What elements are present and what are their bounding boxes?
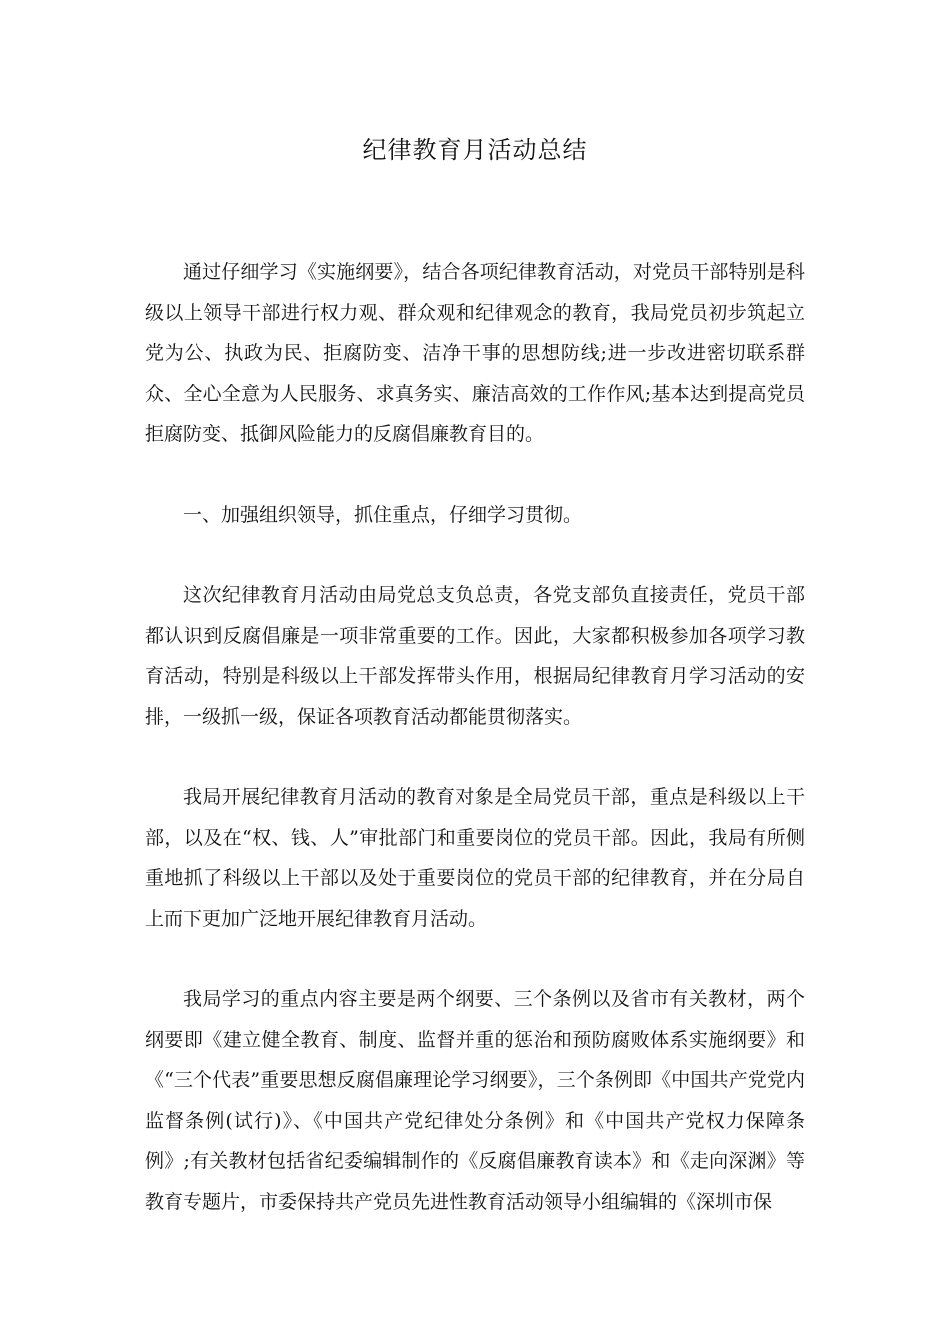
document-body (145, 252, 805, 1262)
document-title: 纪律教育月活动总结 (362, 136, 588, 164)
section-heading-1: 一、加强组织领导，抓住重点，仔细学习贯彻。 (183, 503, 583, 526)
paragraph-intro: 通过仔细学习《实施纲要》，结合各项纪律教育活动，对党员干部特别是科级以上领导干部进行权力观、群众观和纪律观念的教育，我局党员初步筑起立党为公、执政为民、拒腐防变、洁净干事的思想防线;进一步改进密切联系群众、全心全意为人民服务、求真务实、廉洁高效的工作作风;基本达到提高党员拒腐防变、抵御风险能力的反腐倡廉教育目的。 (145, 261, 805, 445)
paragraph-targets: 我局开展纪律教育月活动的教育对象是全局党员干部，重点是科级以上干部，以及在“权、钱、人”审批部门和重要岗位的党员干部。因此，我局有所侧重地抓了科级以上干部以及处于重要岗位的党员干部的纪律教育，并在分局自上而下更加广泛地开展纪律教育月活动。 (145, 786, 805, 930)
paragraph-study-content: 我局学习的重点内容主要是两个纲要、三个条例以及省市有关教材，两个纲要即《建立健全教育、制度、监督并重的惩治和预防腐败体系实施纲要》和《“三个代表”重要思想反腐倡廉理论学习纲要》，三个条例即《中国共产党党内监督条例(试行)》、《中国共产党纪律处分条例》和《中国共产党权力保障条例》;有关教材包括省纪委编辑制作的《反腐倡廉教育读本》和《走向深渊》等教育专题片，市委保持共产党员先进性教育活动领导小组编辑的《深圳市保 (145, 988, 805, 1213)
paragraph-organization: 这次纪律教育月活动由局党总支负总责，各党支部负直接责任，党员干部都认识到反腐倡廉是一项非常重要的工作。因此，大家都积极参加各项学习教育活动，特别是科级以上干部发挥带头作用，根据局纪律教育月学习活动的安排，一级抓一级，保证各项教育活动都能贯彻落实。 (145, 584, 805, 728)
